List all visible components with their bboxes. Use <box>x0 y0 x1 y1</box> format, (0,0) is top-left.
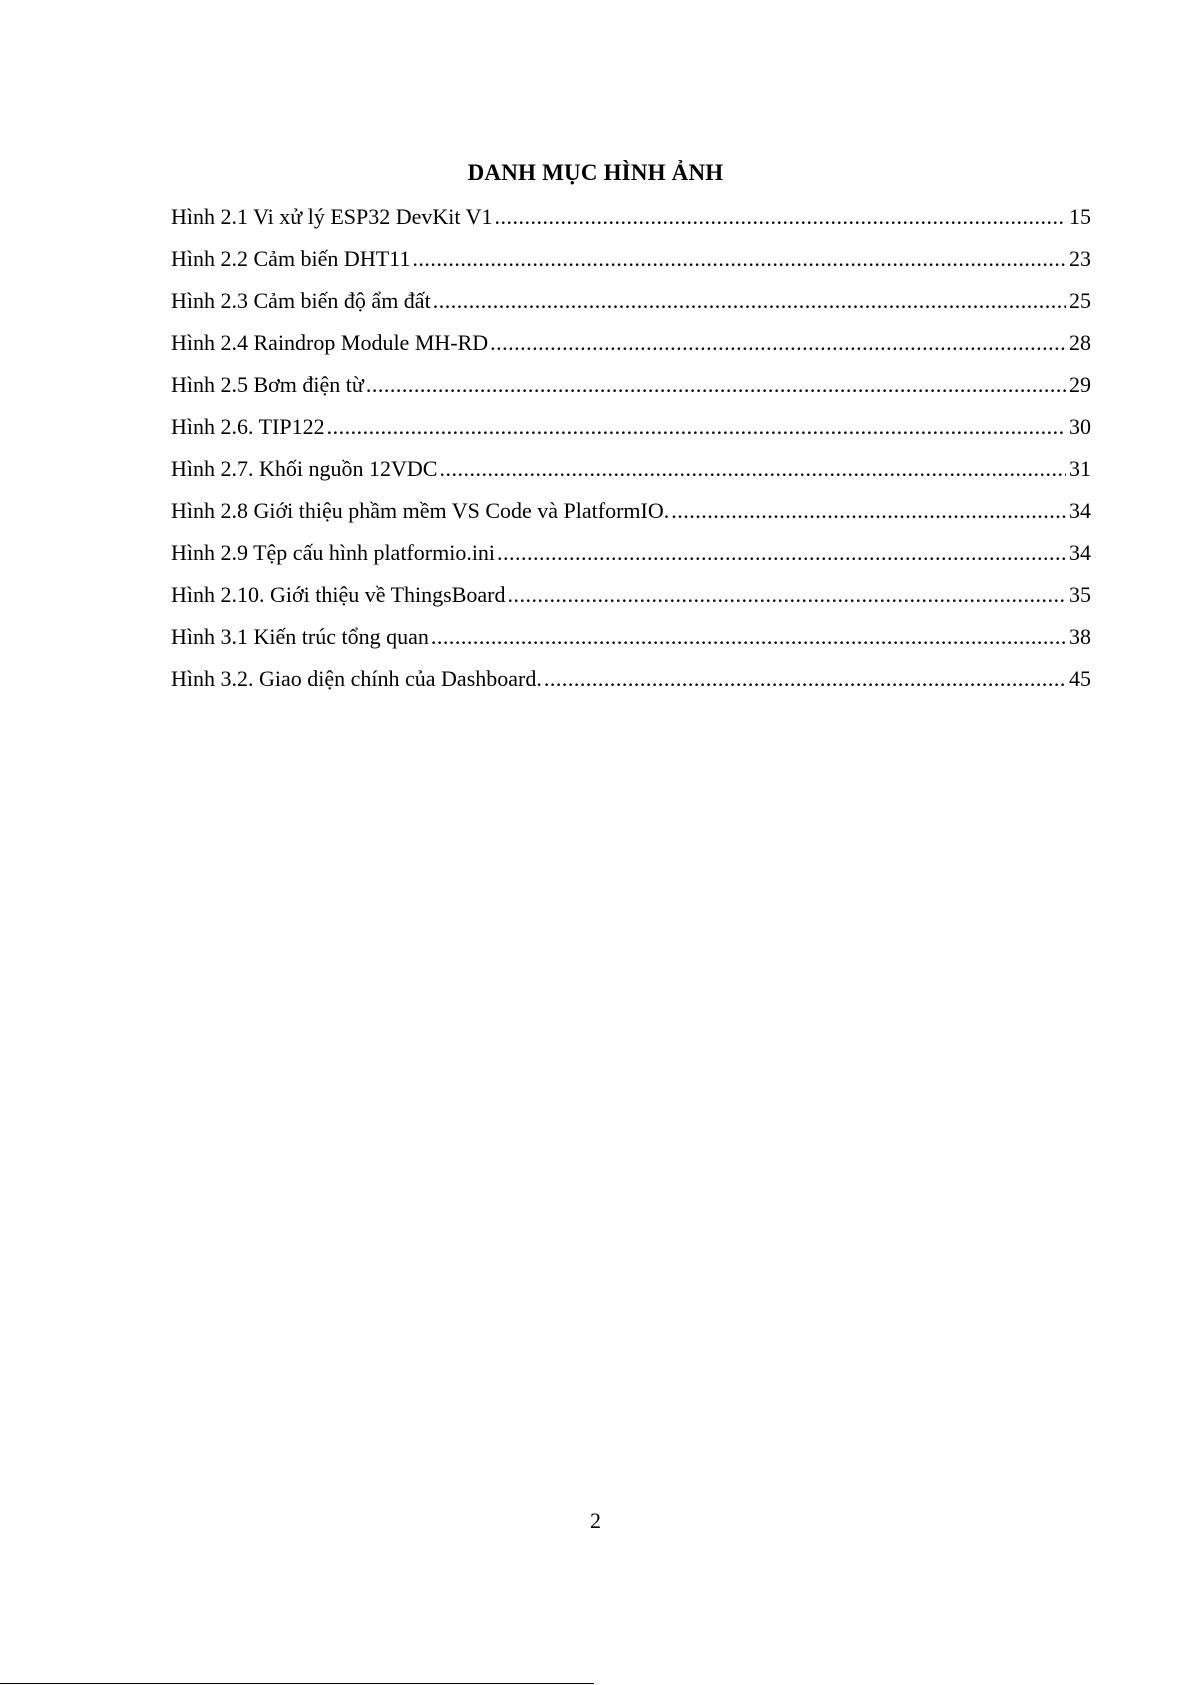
dot-leader <box>490 326 1066 360</box>
figure-entry-label: Hình 2.1 Vi xử lý ESP32 DevKit V1 <box>171 204 493 229</box>
figure-entry[interactable] <box>171 662 1091 704</box>
dot-leader <box>366 368 1066 402</box>
dot-leader <box>431 620 1066 654</box>
figure-entry[interactable] <box>171 410 1091 452</box>
page-title: DANH MỤC HÌNH ẢNH <box>467 160 724 185</box>
figure-entry-page: 45 <box>1069 666 1091 691</box>
figure-entry-page: 15 <box>1069 204 1091 229</box>
dot-leader <box>497 536 1066 570</box>
dot-leader <box>439 452 1066 486</box>
dot-leader <box>544 662 1066 696</box>
dot-leader <box>494 200 1066 234</box>
figure-entry-page: 31 <box>1069 456 1091 481</box>
dot-leader <box>671 494 1066 528</box>
figure-entry[interactable] <box>171 242 1091 284</box>
figure-entry-label: Hình 3.2. Giao diện chính của Dashboard. <box>171 666 542 691</box>
figure-entry-label: Hình 2.8 Giới thiệu phầm mềm VS Code và PlatformIO. <box>171 498 670 523</box>
figure-entry[interactable] <box>171 284 1091 326</box>
figure-entry[interactable] <box>171 200 1091 242</box>
figure-entry[interactable] <box>171 536 1091 578</box>
page-number: 2 <box>590 1508 601 1533</box>
figure-entry-page: 28 <box>1069 330 1091 355</box>
figure-entry-label: Hình 3.1 Kiến trúc tổng quan <box>171 624 429 649</box>
figure-entry-label: Hình 2.5 Bơm điện từ <box>171 372 364 397</box>
figure-entry-label: Hình 2.10. Giới thiệu về ThingsBoard <box>171 582 506 607</box>
figure-entry-page: 25 <box>1069 288 1091 313</box>
figure-entry[interactable] <box>171 620 1091 662</box>
figure-entry-page: 34 <box>1069 498 1091 523</box>
figure-entry-label: Hình 2.3 Cảm biến độ ẩm đất <box>171 288 431 313</box>
figure-entry-page: 38 <box>1069 624 1091 649</box>
dot-leader <box>433 284 1066 318</box>
figure-entry-page: 23 <box>1069 246 1091 271</box>
figure-entry-label: Hình 2.7. Khối nguồn 12VDC <box>171 456 438 481</box>
dot-leader <box>327 410 1066 444</box>
figure-entry[interactable] <box>171 494 1091 536</box>
figure-entry[interactable] <box>171 368 1091 410</box>
figure-entry[interactable] <box>171 452 1091 494</box>
figure-entry-label: Hình 2.9 Tệp cấu hình platformio.ini <box>171 540 496 565</box>
figure-list <box>171 200 1091 704</box>
dot-leader <box>507 578 1066 612</box>
dot-leader <box>412 242 1066 276</box>
figure-entry-label: Hình 2.4 Raindrop Module MH-RD <box>171 330 489 355</box>
figure-entry-label: Hình 2.6. TIP122 <box>171 414 325 439</box>
figure-entry-page: 34 <box>1069 540 1091 565</box>
figure-entry[interactable] <box>171 578 1091 620</box>
footnote-divider <box>0 1683 594 1684</box>
figure-entry-page: 29 <box>1069 372 1091 397</box>
figure-entry-label: Hình 2.2 Cảm biến DHT11 <box>171 246 411 271</box>
figure-entry[interactable] <box>171 326 1091 368</box>
figure-entry-page: 35 <box>1069 582 1091 607</box>
figure-entry-page: 30 <box>1069 414 1091 439</box>
